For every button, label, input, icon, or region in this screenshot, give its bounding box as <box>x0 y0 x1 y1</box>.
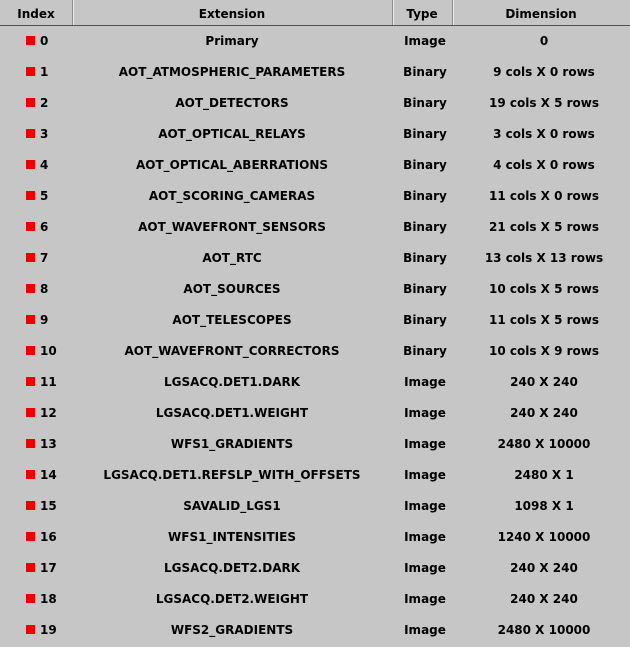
row-index-cell[interactable] <box>26 367 72 398</box>
row-dimension: 1098 X 1 <box>514 499 574 513</box>
row-index-cell[interactable] <box>26 336 72 367</box>
row-index-cell[interactable] <box>26 584 72 615</box>
table-row[interactable] <box>0 522 630 553</box>
row-extension: LGSACQ.DET1.REFSLP_WITH_OFFSETS <box>103 468 361 482</box>
table-row[interactable] <box>0 429 630 460</box>
table-row[interactable] <box>0 584 630 615</box>
row-index: 18 <box>40 592 57 606</box>
row-type: Image <box>404 561 446 575</box>
table-row[interactable] <box>0 367 630 398</box>
row-dimension: 10 cols X 5 rows <box>488 282 599 296</box>
row-extension: SAVALID_LGS1 <box>183 499 281 513</box>
hdu-marker-icon[interactable] <box>26 284 35 293</box>
hdu-marker-icon[interactable] <box>26 98 35 107</box>
row-dimension: 19 cols X 5 rows <box>488 96 599 110</box>
hdu-marker-icon[interactable] <box>26 377 35 386</box>
table-row[interactable] <box>0 150 630 181</box>
hdu-marker-icon[interactable] <box>26 346 35 355</box>
row-type: Binary <box>403 220 447 234</box>
hdu-marker-icon[interactable] <box>26 470 35 479</box>
header-index[interactable]: Index <box>0 0 73 25</box>
row-index-cell[interactable] <box>26 212 72 243</box>
row-index-cell[interactable] <box>26 243 72 274</box>
row-type: Image <box>404 34 446 48</box>
row-index-cell[interactable] <box>26 26 72 57</box>
row-index-cell[interactable] <box>26 522 72 553</box>
header-extension[interactable]: Extension <box>72 0 393 25</box>
row-extension: AOT_SOURCES <box>183 282 281 296</box>
hdu-marker-icon[interactable] <box>26 315 35 324</box>
row-index: 5 <box>40 189 49 203</box>
table-header <box>0 0 630 26</box>
header-type[interactable]: Type <box>392 0 453 25</box>
row-extension: WFS1_INTENSITIES <box>168 530 296 544</box>
row-index: 17 <box>40 561 57 575</box>
table-row[interactable] <box>0 305 630 336</box>
row-type: Binary <box>403 96 447 110</box>
row-extension: AOT_RTC <box>202 251 262 265</box>
row-type: Image <box>404 592 446 606</box>
row-extension: LGSACQ.DET1.WEIGHT <box>155 406 309 420</box>
row-dimension: 0 <box>539 34 549 48</box>
table-row[interactable] <box>0 553 630 584</box>
table-row[interactable] <box>0 243 630 274</box>
row-type: Binary <box>403 127 447 141</box>
row-extension: WFS2_GRADIENTS <box>170 623 294 637</box>
row-dimension: 13 cols X 13 rows <box>484 251 604 265</box>
row-extension: AOT_WAVEFRONT_SENSORS <box>138 220 326 234</box>
row-dimension: 240 X 240 <box>510 406 578 420</box>
table-row[interactable] <box>0 26 630 57</box>
row-type: Image <box>404 623 446 637</box>
row-index: 3 <box>40 127 49 141</box>
hdu-marker-icon[interactable] <box>26 222 35 231</box>
table-row[interactable] <box>0 119 630 150</box>
row-dimension: 3 cols X 0 rows <box>493 127 595 141</box>
row-type: Binary <box>403 282 447 296</box>
table-row[interactable] <box>0 336 630 367</box>
row-dimension: 21 cols X 5 rows <box>488 220 599 234</box>
row-index: 0 <box>40 34 49 48</box>
row-dimension: 240 X 240 <box>510 592 578 606</box>
row-extension: LGSACQ.DET1.DARK <box>163 375 301 389</box>
table-row[interactable] <box>0 460 630 491</box>
row-index-cell[interactable] <box>26 460 72 491</box>
row-index-cell[interactable] <box>26 119 72 150</box>
row-extension: AOT_ATMOSPHERIC_PARAMETERS <box>118 65 346 79</box>
row-dimension: 11 cols X 5 rows <box>488 313 599 327</box>
row-dimension: 4 cols X 0 rows <box>493 158 595 172</box>
table-row[interactable] <box>0 212 630 243</box>
table-row[interactable] <box>0 398 630 429</box>
row-index-cell[interactable] <box>26 181 72 212</box>
table-row[interactable] <box>0 491 630 522</box>
row-extension: AOT_OPTICAL_ABERRATIONS <box>135 158 329 172</box>
table-body <box>0 26 630 646</box>
row-extension: AOT_SCORING_CAMERAS <box>148 189 316 203</box>
row-index: 7 <box>40 251 49 265</box>
row-index: 12 <box>40 406 57 420</box>
row-dimension: 240 X 240 <box>510 561 578 575</box>
hdu-marker-icon[interactable] <box>26 501 35 510</box>
table-row[interactable] <box>0 274 630 305</box>
hdu-marker-icon[interactable] <box>26 253 35 262</box>
hdu-marker-icon[interactable] <box>26 594 35 603</box>
hdu-marker-icon[interactable] <box>26 129 35 138</box>
row-index-cell[interactable] <box>26 491 72 522</box>
row-index: 13 <box>40 437 57 451</box>
hdu-marker-icon[interactable] <box>26 160 35 169</box>
row-type: Binary <box>403 189 447 203</box>
row-type: Image <box>404 375 446 389</box>
hdu-marker-icon[interactable] <box>26 36 35 45</box>
row-type: Binary <box>403 344 447 358</box>
row-index-cell[interactable] <box>26 429 72 460</box>
row-type: Image <box>404 499 446 513</box>
row-index-cell[interactable] <box>26 274 72 305</box>
row-extension: AOT_OPTICAL_RELAYS <box>158 127 306 141</box>
row-index: 8 <box>40 282 49 296</box>
row-index: 9 <box>40 313 49 327</box>
row-dimension: 2480 X 10000 <box>497 623 591 637</box>
row-dimension: 2480 X 10000 <box>497 437 591 451</box>
hdu-marker-icon[interactable] <box>26 532 35 541</box>
row-type: Binary <box>403 251 447 265</box>
row-dimension: 240 X 240 <box>510 375 578 389</box>
row-dimension: 11 cols X 0 rows <box>488 189 599 203</box>
row-type: Image <box>404 530 446 544</box>
row-index: 15 <box>40 499 57 513</box>
row-index: 16 <box>40 530 57 544</box>
table-row[interactable] <box>0 88 630 119</box>
row-extension: LGSACQ.DET2.DARK <box>163 561 301 575</box>
row-type: Binary <box>403 158 447 172</box>
row-index: 1 <box>40 65 49 79</box>
row-index-cell[interactable] <box>26 305 72 336</box>
row-extension: AOT_TELESCOPES <box>172 313 292 327</box>
row-dimension: 1240 X 10000 <box>497 530 591 544</box>
row-index: 4 <box>40 158 49 172</box>
row-dimension: 2480 X 1 <box>514 468 574 482</box>
row-type: Image <box>404 468 446 482</box>
row-type: Image <box>404 406 446 420</box>
header-dimension[interactable]: Dimension <box>505 7 577 21</box>
table-row[interactable] <box>0 57 630 88</box>
row-type: Image <box>404 437 446 451</box>
row-index-cell[interactable] <box>26 150 72 181</box>
hdu-marker-icon[interactable] <box>26 408 35 417</box>
row-extension: LGSACQ.DET2.WEIGHT <box>155 592 309 606</box>
row-extension: Primary <box>205 34 259 48</box>
row-dimension: 10 cols X 9 rows <box>488 344 599 358</box>
row-type: Binary <box>403 65 447 79</box>
row-index-cell[interactable] <box>26 553 72 584</box>
row-index: 2 <box>40 96 49 110</box>
row-index-cell[interactable] <box>26 615 72 646</box>
hdu-marker-icon[interactable] <box>26 191 35 200</box>
row-index-cell[interactable] <box>26 88 72 119</box>
row-index: 19 <box>40 623 57 637</box>
row-index-cell[interactable] <box>26 57 72 88</box>
row-type: Binary <box>403 313 447 327</box>
row-extension: WFS1_GRADIENTS <box>170 437 294 451</box>
table-row[interactable] <box>0 181 630 212</box>
hdu-marker-icon[interactable] <box>26 67 35 76</box>
row-index: 10 <box>40 344 57 358</box>
row-dimension: 9 cols X 0 rows <box>493 65 595 79</box>
hdu-marker-icon[interactable] <box>26 439 35 448</box>
row-index-cell[interactable] <box>26 398 72 429</box>
hdu-marker-icon[interactable] <box>26 625 35 634</box>
table-row[interactable] <box>0 615 630 646</box>
row-index: 14 <box>40 468 57 482</box>
row-extension: AOT_DETECTORS <box>175 96 289 110</box>
row-extension: AOT_WAVEFRONT_CORRECTORS <box>124 344 340 358</box>
row-index: 11 <box>40 375 57 389</box>
row-index: 6 <box>40 220 49 234</box>
hdu-marker-icon[interactable] <box>26 563 35 572</box>
